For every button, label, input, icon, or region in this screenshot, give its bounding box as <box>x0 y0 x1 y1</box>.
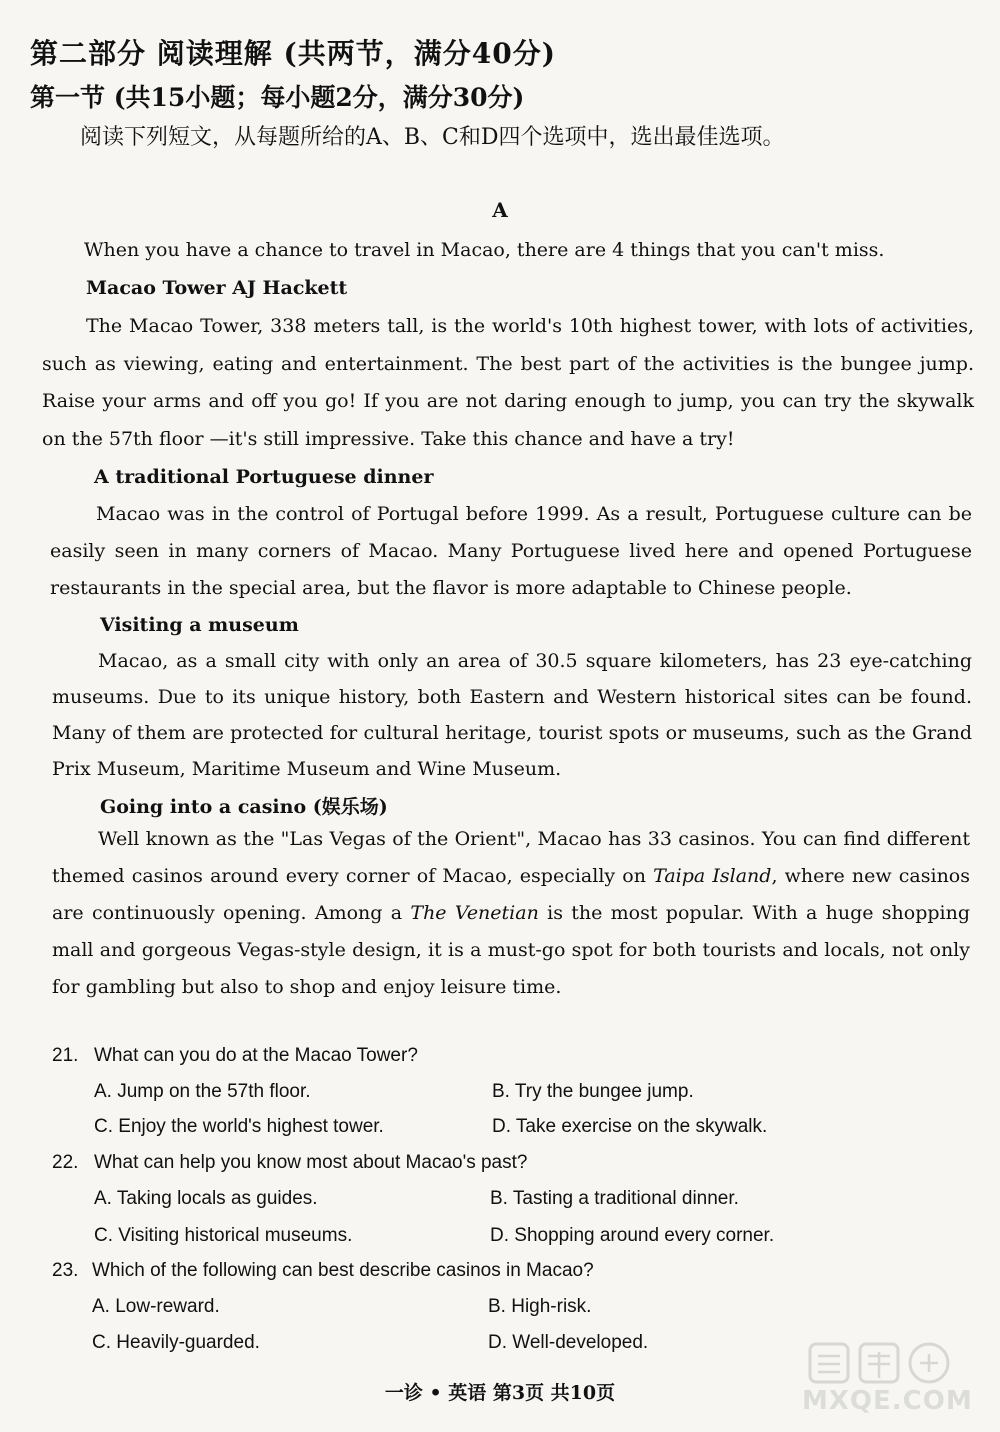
watermark-text: MXQE.COM <box>802 1386 973 1416</box>
option-d: D. Well-developed. <box>488 1332 649 1353</box>
option-c: C. Heavily-guarded. <box>92 1332 260 1353</box>
page-footer: 一诊 • 英语 第3页 共10页 <box>384 1382 616 1404</box>
casino-text-part2: , where new casinos are continuously opening. Among a <box>52 865 970 924</box>
section-title: 第一节 (共15小题；每小题2分，满分30分) <box>30 83 525 112</box>
section-heading-dinner: A traditional Portuguese dinner <box>94 466 434 488</box>
option-b: B. High-risk. <box>488 1296 592 1317</box>
watermark <box>794 1340 984 1420</box>
option-c: C. Enjoy the world's highest tower. <box>94 1116 384 1137</box>
question-number: 21. <box>52 1045 79 1066</box>
option-d: D. Shopping around every corner. <box>490 1225 775 1246</box>
section-text-dinner: Macao was in the control of Portugal before 1999. As a result, Portuguese culture can be easily seen in many corners of Macao. Many Portuguese lived here and opened Portuguese restaurants in the special area, but the flavor is more adaptable to Chinese people. <box>50 503 972 599</box>
watermark-logo-icon <box>794 1340 984 1386</box>
section-text-tower: The Macao Tower, 338 meters tall, is the world's 10th highest tower, with lots of activities, such as viewing, eating and entertainment. The best part of the activities is the bungee jump. Raise your arms and off you go! If you are not daring enough to jump, you can try the skywalk on the 57th floor —it's still impressive. Take this chance and have a try! <box>42 315 974 450</box>
option-b: B. Tasting a traditional dinner. <box>490 1188 739 1209</box>
section-heading-museum: Visiting a museum <box>100 614 299 636</box>
part-title: 第二部分 阅读理解 (共两节，满分40分) <box>30 37 556 70</box>
option-b: B. Try the bungee jump. <box>492 1081 694 1102</box>
section-text-museum: Macao, as a small city with only an area of 30.5 square kilometers, has 23 eye-catching museums. Due to its unique history, both Eastern and Western historical sites can be found. Many of them are protected for cultural heritage, tourist spots or museums, such as the Grand Prix Museum, Maritime Museum and Wine Museum. <box>52 650 972 780</box>
section-heading-casino: Going into a casino (娱乐场) <box>100 796 388 818</box>
passage-intro: When you have a chance to travel in Macao, there are 4 things that you can't miss. <box>84 239 885 261</box>
casino-text-part3: is the most popular. With a huge shopping mall and gorgeous Vegas-style design, it is a must-go spot for both tourists and locals, not only for gambling but also to shop and enjoy leisure time. <box>52 902 971 998</box>
option-a: A. Taking locals as guides. <box>94 1188 318 1209</box>
option-c: C. Visiting historical museums. <box>94 1225 353 1246</box>
section-text-casino <box>52 821 970 1006</box>
section-heading-tower: Macao Tower AJ Hackett <box>86 277 348 299</box>
casino-text-part1: Well known as the "Las Vegas of the Orient", Macao has 33 casinos. You can find different themed casinos around every corner of Macao, especially on <box>52 828 970 887</box>
question-number: 22. <box>52 1152 79 1173</box>
question-stem: Which of the following can best describe casinos in Macao? <box>92 1260 594 1281</box>
question-stem: What can you do at the Macao Tower? <box>94 1045 418 1066</box>
option-a: A. Jump on the 57th floor. <box>94 1081 311 1102</box>
question-stem: What can help you know most about Macao's past? <box>94 1152 528 1173</box>
option-d: D. Take exercise on the skywalk. <box>492 1116 768 1137</box>
question-number: 23. <box>52 1260 79 1281</box>
casino-italic-taipa: Taipa Island <box>653 865 772 887</box>
passage-letter: A <box>492 198 508 222</box>
option-a: A. Low-reward. <box>92 1296 220 1317</box>
instruction: 阅读下列短文，从每题所给的A、B、C和D四个选项中，选出最佳选项。 <box>80 125 785 150</box>
casino-italic-venetian: The Venetian <box>410 902 539 924</box>
